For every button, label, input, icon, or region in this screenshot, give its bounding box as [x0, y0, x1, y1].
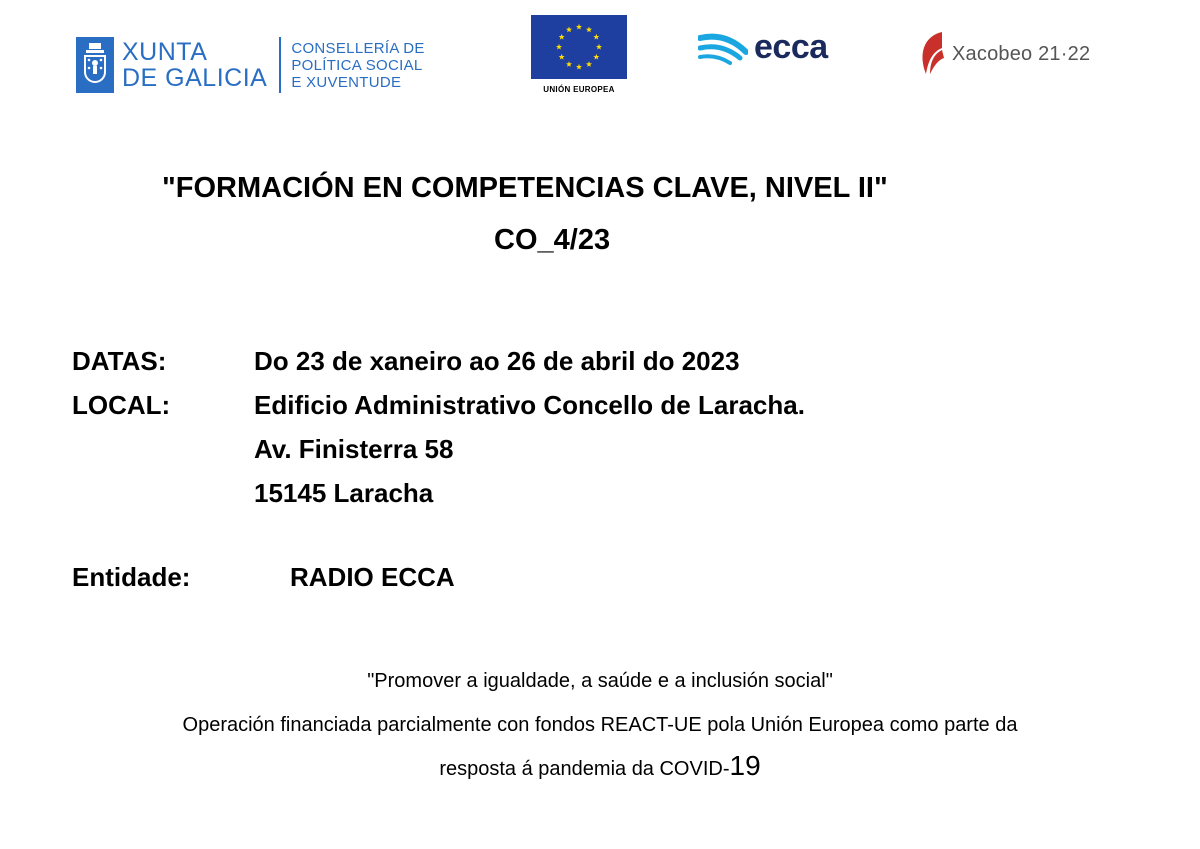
conselleria-line2: POLÍTICA SOCIAL [291, 56, 423, 74]
local-line1: Edificio Administrativo Concello de Laracha. [254, 390, 805, 420]
ecca-wordmark: ecca [754, 28, 828, 66]
scallop-shell-icon [918, 30, 946, 78]
course-code: CO_4/23 [494, 224, 611, 256]
xunta-line2: DE GALICIA [122, 64, 268, 92]
xunta-logo [76, 36, 425, 94]
local-line2: Av. Finisterra 58 [254, 434, 454, 464]
xunta-name [122, 39, 267, 91]
course-title: "FORMACIÓN EN COMPETENCIAS CLAVE, NIVEL II" [162, 172, 888, 204]
footer-line2-prefix: resposta á pandemia da COVID- [439, 758, 730, 780]
eu-caption: UNIÓN EUROPEA [543, 85, 615, 94]
local-line3: 15145 Laracha [254, 478, 434, 508]
local-label: LOCAL: [72, 390, 171, 420]
entidade-value: RADIO ECCA [290, 562, 455, 592]
datas-label: DATAS: [72, 346, 167, 376]
footer-motto: "Promover a igualdade, a saúde e a inclusión social" [367, 670, 833, 692]
datas-value: Do 23 de xaneiro ao 26 de abril do 2023 [254, 346, 740, 376]
entidade-label: Entidade: [72, 562, 191, 592]
xunta-divider [279, 37, 281, 93]
ecca-logo [698, 28, 828, 67]
galicia-shield-icon [76, 37, 114, 93]
ecca-wave-icon [698, 30, 748, 66]
conselleria-name [291, 40, 424, 91]
xunta-line1: XUNTA [122, 38, 208, 66]
xacobeo-logo [918, 30, 1090, 78]
conselleria-line3: E XUVENTUDE [291, 73, 402, 91]
footer-line2 [0, 750, 1200, 782]
logo-bar [0, 0, 1200, 110]
eu-logo [531, 15, 627, 94]
eu-flag-icon [531, 15, 627, 79]
xacobeo-wordmark: Xacobeo 21·22 [952, 42, 1091, 65]
footer-line2-suffix: 19 [729, 750, 761, 781]
footer-line1: Operación financiada parcialmente con fondos REACT-UE pola Unión Europea como parte da [182, 714, 1018, 736]
conselleria-line1: CONSELLERÍA DE [291, 39, 425, 57]
